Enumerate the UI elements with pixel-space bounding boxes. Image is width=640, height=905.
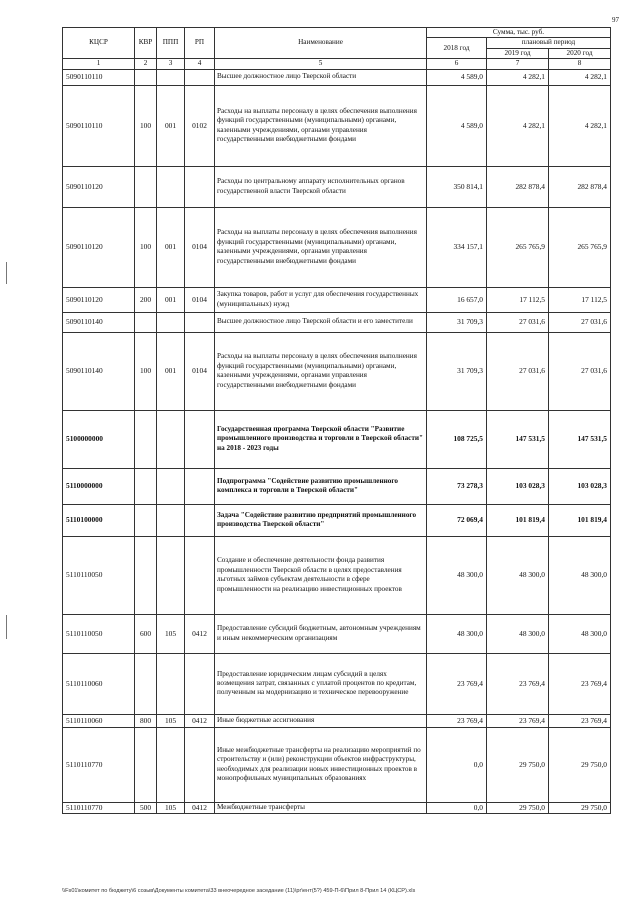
row-value-2019: 147 531,5 bbox=[487, 410, 549, 468]
row-kvr: 600 bbox=[135, 614, 157, 653]
row-name: Межбюджетные трансферты bbox=[215, 802, 427, 813]
row-value-2018: 0,0 bbox=[427, 802, 487, 813]
table-row bbox=[63, 166, 611, 207]
row-kvr bbox=[135, 410, 157, 468]
row-value-2018: 350 814,1 bbox=[427, 166, 487, 207]
row-rp: 0104 bbox=[185, 332, 215, 410]
table-row bbox=[63, 332, 611, 410]
row-kvr: 100 bbox=[135, 207, 157, 287]
row-rp: 0104 bbox=[185, 287, 215, 312]
row-value-2020: 23 769,4 bbox=[549, 714, 611, 727]
row-value-2019: 48 300,0 bbox=[487, 536, 549, 614]
row-rp bbox=[185, 468, 215, 504]
row-value-2018: 334 157,1 bbox=[427, 207, 487, 287]
row-name: Государственная программа Тверской области "Развитие промышленного производства и торговли в Тверской области" на 2018 - 2023 годы bbox=[215, 410, 427, 468]
row-value-2019: 23 769,4 bbox=[487, 653, 549, 714]
header-2020: 2020 год bbox=[549, 48, 611, 58]
row-rp bbox=[185, 410, 215, 468]
row-kcsr-code: 5090110120 bbox=[63, 166, 135, 207]
row-ppp: 001 bbox=[157, 287, 185, 312]
column-index: 1 bbox=[63, 59, 135, 69]
row-value-2020: 17 112,5 bbox=[549, 287, 611, 312]
row-rp: 0412 bbox=[185, 614, 215, 653]
row-kcsr-code: 5110110060 bbox=[63, 714, 135, 727]
row-kcsr-code: 5090110110 bbox=[63, 85, 135, 166]
row-name: Предоставление субсидий бюджетным, автономным учреждениям и иным некоммерческим организациям bbox=[215, 614, 427, 653]
row-name: Расходы на выплаты персоналу в целях обеспечения выполнения функций государственными (муниципальными) органами, казенными учреждениями, органами управления государственными внебюджетными фондами bbox=[215, 207, 427, 287]
table-row bbox=[63, 312, 611, 332]
header-rp: РП bbox=[185, 28, 215, 59]
row-kvr: 800 bbox=[135, 714, 157, 727]
budget-table-sheet bbox=[62, 27, 610, 814]
row-value-2018: 73 278,3 bbox=[427, 468, 487, 504]
row-value-2020: 23 769,4 bbox=[549, 653, 611, 714]
row-kvr: 200 bbox=[135, 287, 157, 312]
row-value-2020: 103 028,3 bbox=[549, 468, 611, 504]
row-value-2020: 27 031,6 bbox=[549, 312, 611, 332]
row-rp bbox=[185, 504, 215, 536]
row-value-2020: 147 531,5 bbox=[549, 410, 611, 468]
row-value-2020: 48 300,0 bbox=[549, 536, 611, 614]
row-kcsr-code: 5090110110 bbox=[63, 69, 135, 85]
row-value-2020: 101 819,4 bbox=[549, 504, 611, 536]
row-name: Высшее должностное лицо Тверской области bbox=[215, 69, 427, 85]
row-name: Подпрограмма "Содействие развитию промышленного комплекса и торговли в Тверской области" bbox=[215, 468, 427, 504]
column-index: 2 bbox=[135, 59, 157, 69]
table-row bbox=[63, 69, 611, 85]
row-kcsr-code: 5110110050 bbox=[63, 614, 135, 653]
row-rp: 0104 bbox=[185, 207, 215, 287]
row-ppp: 001 bbox=[157, 85, 185, 166]
row-value-2018: 23 769,4 bbox=[427, 653, 487, 714]
row-name: Расходы на выплаты персоналу в целях обеспечения выполнения функций государственными (муниципальными) органами, казенными учреждениями, органами управления государственными внебюджетными фондами bbox=[215, 85, 427, 166]
row-value-2018: 0,0 bbox=[427, 727, 487, 802]
column-index: 5 bbox=[215, 59, 427, 69]
row-rp: 0102 bbox=[185, 85, 215, 166]
row-value-2019: 4 282,1 bbox=[487, 85, 549, 166]
header-sum: Сумма, тыс. руб. bbox=[427, 28, 611, 38]
header-2019: 2019 год bbox=[487, 48, 549, 58]
row-kvr: 100 bbox=[135, 332, 157, 410]
row-ppp bbox=[157, 69, 185, 85]
row-value-2019: 27 031,6 bbox=[487, 312, 549, 332]
row-kcsr-code: 5110100000 bbox=[63, 504, 135, 536]
row-name: Иные бюджетные ассигнования bbox=[215, 714, 427, 727]
row-rp bbox=[185, 69, 215, 85]
row-value-2018: 48 300,0 bbox=[427, 614, 487, 653]
row-value-2020: 282 878,4 bbox=[549, 166, 611, 207]
row-value-2019: 29 750,0 bbox=[487, 727, 549, 802]
row-rp bbox=[185, 166, 215, 207]
row-name: Создание и обеспечение деятельности фонда развития промышленности Тверской области в целях предоставления льготных займов субъектам деятельности в сфере промышленности на реализацию инвестиционных проектов bbox=[215, 536, 427, 614]
row-rp: 0412 bbox=[185, 802, 215, 813]
column-index-row bbox=[63, 59, 611, 69]
row-kcsr-code: 5100000000 bbox=[63, 410, 135, 468]
header-kcsr: КЦСР bbox=[63, 28, 135, 59]
column-index: 4 bbox=[185, 59, 215, 69]
row-value-2020: 4 282,1 bbox=[549, 85, 611, 166]
row-kcsr-code: 5090110140 bbox=[63, 312, 135, 332]
row-ppp bbox=[157, 468, 185, 504]
row-kcsr-code: 5110110060 bbox=[63, 653, 135, 714]
table-body bbox=[63, 69, 611, 813]
row-ppp bbox=[157, 727, 185, 802]
row-name: Высшее должностное лицо Тверской области и его заместители bbox=[215, 312, 427, 332]
row-kvr bbox=[135, 312, 157, 332]
row-kcsr-code: 5110110770 bbox=[63, 802, 135, 813]
row-value-2019: 265 765,9 bbox=[487, 207, 549, 287]
row-kvr bbox=[135, 653, 157, 714]
row-kcsr-code: 5110000000 bbox=[63, 468, 135, 504]
row-rp: 0412 bbox=[185, 714, 215, 727]
table-row bbox=[63, 207, 611, 287]
row-rp bbox=[185, 312, 215, 332]
row-kcsr-code: 5110110770 bbox=[63, 727, 135, 802]
row-kvr: 100 bbox=[135, 85, 157, 166]
row-ppp bbox=[157, 312, 185, 332]
table-row bbox=[63, 410, 611, 468]
table-row bbox=[63, 504, 611, 536]
row-name: Предоставление юридическим лицам субсидий в целях возмещения затрат, связанных с уплатой процентов по кредитам, полученным на модернизацию и техническое перевооружение bbox=[215, 653, 427, 714]
row-kcsr-code: 5090110120 bbox=[63, 207, 135, 287]
row-value-2020: 265 765,9 bbox=[549, 207, 611, 287]
row-value-2018: 4 589,0 bbox=[427, 85, 487, 166]
row-value-2019: 48 300,0 bbox=[487, 614, 549, 653]
row-rp bbox=[185, 653, 215, 714]
row-name: Расходы по центральному аппарату исполнительных органов государственной власти Тверской области bbox=[215, 166, 427, 207]
row-value-2020: 29 750,0 bbox=[549, 802, 611, 813]
row-kcsr-code: 5090110120 bbox=[63, 287, 135, 312]
margin-mark bbox=[6, 615, 7, 639]
row-kvr bbox=[135, 69, 157, 85]
row-value-2019: 101 819,4 bbox=[487, 504, 549, 536]
row-value-2018: 48 300,0 bbox=[427, 536, 487, 614]
row-name: Иные межбюджетные трансферты на реализацию мероприятий по строительству и (или) реконструкции объектов инфраструктуры, необходимых для реализации новых инвестиционных проектов в монопрофильных муниципальных образованиях bbox=[215, 727, 427, 802]
row-rp bbox=[185, 727, 215, 802]
row-value-2019: 103 028,3 bbox=[487, 468, 549, 504]
row-name: Расходы на выплаты персоналу в целях обеспечения выполнения функций государственными (муниципальными) органами, казенными учреждениями, органами управления государственными внебюджетными фондами bbox=[215, 332, 427, 410]
row-value-2019: 29 750,0 bbox=[487, 802, 549, 813]
row-ppp: 105 bbox=[157, 802, 185, 813]
row-value-2018: 16 657,0 bbox=[427, 287, 487, 312]
table-row bbox=[63, 714, 611, 727]
row-value-2020: 27 031,6 bbox=[549, 332, 611, 410]
row-kcsr-code: 5110110050 bbox=[63, 536, 135, 614]
budget-table bbox=[62, 27, 611, 814]
row-kvr bbox=[135, 468, 157, 504]
table-row bbox=[63, 85, 611, 166]
row-ppp bbox=[157, 166, 185, 207]
row-value-2020: 29 750,0 bbox=[549, 727, 611, 802]
row-kvr bbox=[135, 536, 157, 614]
header-kvr: КВР bbox=[135, 28, 157, 59]
row-value-2019: 17 112,5 bbox=[487, 287, 549, 312]
margin-mark bbox=[6, 262, 7, 284]
header-name: Наименование bbox=[215, 28, 427, 59]
row-value-2018: 72 069,4 bbox=[427, 504, 487, 536]
page-number: 97 bbox=[612, 16, 619, 24]
row-ppp: 001 bbox=[157, 207, 185, 287]
row-value-2019: 23 769,4 bbox=[487, 714, 549, 727]
row-ppp: 105 bbox=[157, 714, 185, 727]
row-ppp bbox=[157, 653, 185, 714]
row-value-2018: 31 709,3 bbox=[427, 312, 487, 332]
table-row bbox=[63, 536, 611, 614]
row-name: Закупка товаров, работ и услуг для обеспечения государственных (муниципальных) нужд bbox=[215, 287, 427, 312]
header-planned-period: плановый период bbox=[487, 38, 611, 48]
row-kvr: 500 bbox=[135, 802, 157, 813]
row-value-2020: 48 300,0 bbox=[549, 614, 611, 653]
column-index: 8 bbox=[549, 59, 611, 69]
row-value-2019: 282 878,4 bbox=[487, 166, 549, 207]
row-value-2018: 108 725,5 bbox=[427, 410, 487, 468]
row-ppp: 001 bbox=[157, 332, 185, 410]
row-kcsr-code: 5090110140 bbox=[63, 332, 135, 410]
row-value-2019: 4 282,1 bbox=[487, 69, 549, 85]
row-kvr bbox=[135, 166, 157, 207]
header-2018: 2018 год bbox=[427, 38, 487, 59]
footer-file-path: \\Fs01\комитет по бюджету\6 созыв\Документы комитета\33 внеочередное заседание (11)\рг\ент(5?) 459-П-6\Прил 8-Прил 14 (КЦСР).xls bbox=[62, 888, 416, 894]
row-value-2018: 31 709,3 bbox=[427, 332, 487, 410]
row-name: Задача "Содействие развитию предприятий промышленного производства Тверской области" bbox=[215, 504, 427, 536]
header-ppp: ППП bbox=[157, 28, 185, 59]
column-index: 6 bbox=[427, 59, 487, 69]
row-value-2018: 4 589,0 bbox=[427, 69, 487, 85]
row-kvr bbox=[135, 504, 157, 536]
table-row bbox=[63, 287, 611, 312]
row-ppp: 105 bbox=[157, 614, 185, 653]
row-value-2020: 4 282,1 bbox=[549, 69, 611, 85]
row-kvr bbox=[135, 727, 157, 802]
table-row bbox=[63, 802, 611, 813]
row-ppp bbox=[157, 504, 185, 536]
row-value-2019: 27 031,6 bbox=[487, 332, 549, 410]
row-ppp bbox=[157, 536, 185, 614]
table-row bbox=[63, 653, 611, 714]
column-index: 3 bbox=[157, 59, 185, 69]
row-ppp bbox=[157, 410, 185, 468]
row-value-2018: 23 769,4 bbox=[427, 714, 487, 727]
table-row bbox=[63, 614, 611, 653]
table-row bbox=[63, 727, 611, 802]
table-row bbox=[63, 468, 611, 504]
row-rp bbox=[185, 536, 215, 614]
column-index: 7 bbox=[487, 59, 549, 69]
